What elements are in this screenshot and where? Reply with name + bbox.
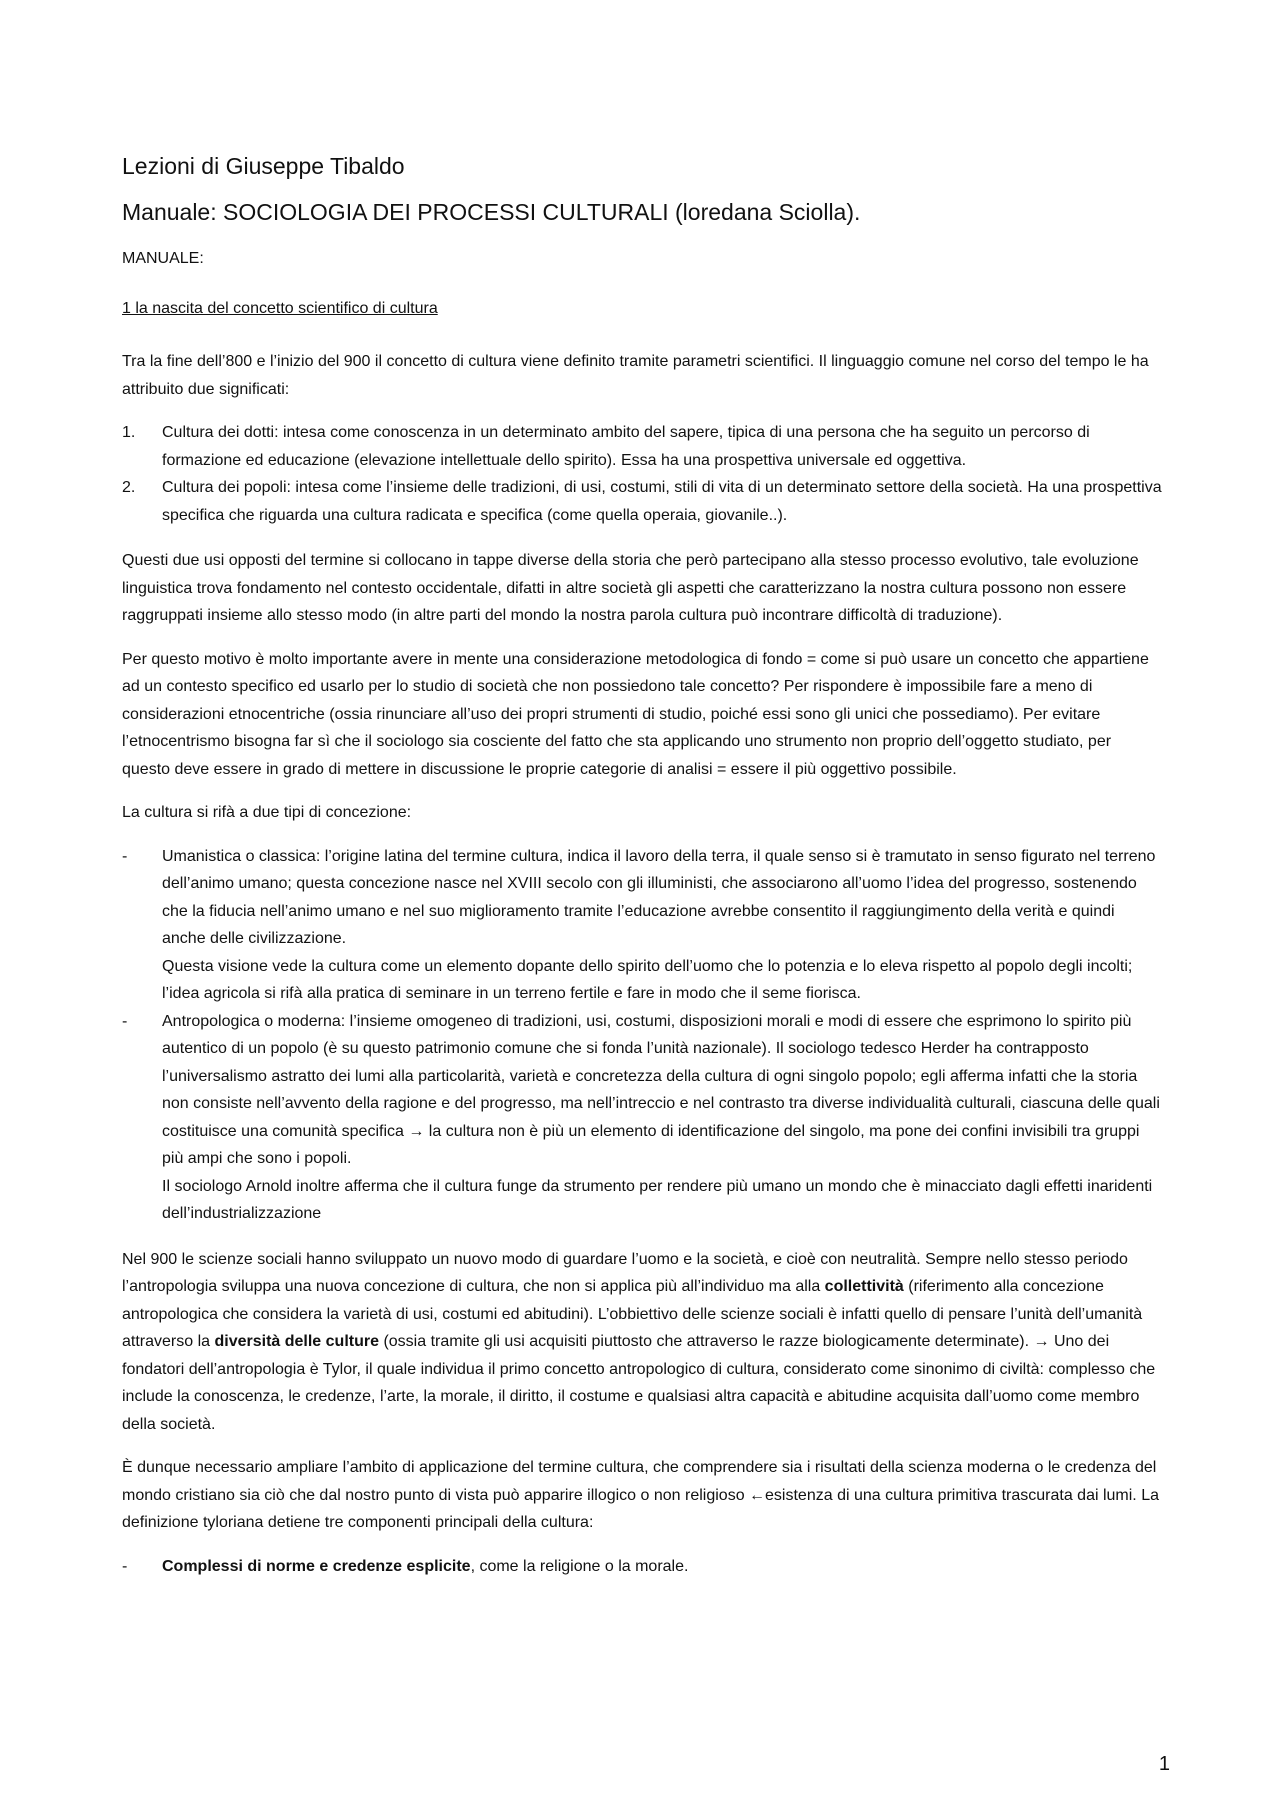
list-item-text: Antropologica o moderna: l’insieme omogeneo di tradizioni, usi, costumi, disposizioni morali e modi di essere che esprimono lo spirito più autentico di un popolo (è su questo patrimonio comune che si fonda l’unità nazionale). Il sociologo tedesco Herder ha contrapposto l’universalismo astratto dei lumi alla particolarità, varietà e concretezza della cultura di ogni singolo popolo; egli afferma infatti che la storia non consiste nell’avvento della ragione e del progresso, ma nell’intreccio e nel contrasto tra diverse individualità culturali, ciascuna delle quali costituisce una comunità specifica → la cultura non è più un elemento di identificazione del singolo, ma pone dei confini invisibili tra gruppi più ampi che sono i popoli.	[162, 1012, 1160, 1167]
list-item	[122, 1553, 1162, 1581]
list-marker: -	[122, 1557, 128, 1575]
bullet-list	[122, 1553, 1162, 1581]
list-item-text: Questa visione vede la cultura come un elemento dopante dello spirito dell’uomo che lo potenzia e lo eleva rispetto al popolo degli incolti; l’idea agricola si rifà alla pratica di seminare in un terreno fertile e fare in modo che il seme fiorisca.	[162, 957, 1133, 1002]
list-marker: -	[122, 847, 128, 865]
bullet-list	[122, 843, 1162, 1228]
manual-title: Manuale: SOCIOLOGIA DEI PROCESSI CULTURALI (loredana Sciolla).	[122, 199, 861, 225]
list-item-text: Umanistica o classica: l’origine latina del termine cultura, indica il lavoro della terra, il quale senso si è tramutato in senso figurato nel terreno dell’animo umano; questa concezione nasce nel XVIII secolo con gli illuministi, che associarono all’uomo l’idea del progresso, sostenendo che la fiducia nell’animo umano e nel suo miglioramento tramite l’educazione avrebbe consentito il raggiungimento della verità e quindi anche delle civilizzazione.	[162, 847, 1156, 947]
document-title: Lezioni di Giuseppe Tibaldo	[122, 153, 405, 179]
document-content	[122, 150, 1162, 1598]
list-item-text: Cultura dei popoli: intesa come l’insieme delle tradizioni, di usi, costumi, stili di vita di un determinato settore della società. Ha una prospettiva specifica che riguarda una cultura radicata e specifica (come quella operaia, giovanile..).	[162, 479, 1162, 524]
list-item	[122, 419, 1162, 474]
bold-text: diversità delle culture	[214, 1333, 379, 1350]
page-number: 1	[1158, 1753, 1170, 1775]
bold-text: collettività	[824, 1278, 904, 1295]
numbered-list	[122, 419, 1162, 529]
paragraph-intro: Tra la fine dell’800 e l’inizio del 900 il concetto di cultura viene definito tramite parametri scientifici. Il linguaggio comune nel corso del tempo le ha attribuito due significati:	[122, 353, 1149, 398]
list-item-text: Cultura dei dotti: intesa come conoscenza in un determinato ambito del sapere, tipica di una persona che ha seguito un percorso di formazione ed educazione (elevazione intellettuale dello spirito). Essa ha una prospettiva universale ed oggettiva.	[162, 424, 1090, 469]
paragraph: Per questo motivo è molto importante avere in mente una considerazione metodologica di fondo = come si può usare un concetto che appartiene ad un contesto specifico ed usarlo per lo studio di società che non possiedono tale concetto? Per rispondere è impossibile fare a meno di considerazioni etnocentriche (ossia rinunciare all’uso dei propri strumenti di studio, poiché essi sono gli unici che possediamo). Per evitare l’etnocentrismo bisogna far sì che il sociologo sia cosciente del fatto che sta applicando uno strumento non proprio dell’oggetto studiato, per questo deve essere in grado di mettere in discussione le proprie categorie di analisi = essere il più oggettivo possibile.	[122, 650, 1149, 778]
list-item	[122, 843, 1162, 1008]
list-marker: -	[122, 1012, 128, 1030]
text-run: Nel 900 le scienze sociali hanno sviluppato un nuovo modo di guardare l’uomo e la società, e cioè con neutralità. Sempre nello stesso periodo l’antropologia sviluppa una nuova concezione di cultura, che non si applica più all’individuo ma alla	[122, 1250, 1128, 1295]
paragraph	[122, 1246, 1162, 1439]
section-heading: 1 la nascita del concetto scientifico di cultura	[122, 300, 438, 317]
list-item-text: , come la religione o la morale.	[470, 1557, 689, 1575]
list-marker: 2.	[122, 479, 136, 496]
text-run: (ossia tramite gli usi acquisiti piuttosto che attraverso le razze biologicamente determinate). → Uno dei fondatori dell’antropologia è Tylor, il quale individua il primo concetto antropologico di cultura, considerato come sinonimo di civiltà: complesso che include la conoscenza, le credenze, l’arte, la morale, il diritto, il costume e qualsiasi altra capacità e abitudine acquisita dall’uomo come membro della società.	[122, 1333, 1156, 1433]
paragraph: La cultura si rifà a due tipi di concezione:	[122, 804, 412, 821]
list-marker: 1.	[122, 424, 136, 441]
bold-text: Complessi di norme e credenze esplicite	[162, 1557, 471, 1575]
paragraph: È dunque necessario ampliare l’ambito di applicazione del termine cultura, che comprendere sia i risultati della scienza moderna o le credenza del mondo cristiano sia ciò che dal nostro punto di vista può apparire illogico o non religioso ←esistenza di una cultura primitiva trascurata dai lumi. La definizione tyloriana detiene tre componenti principali della cultura:	[122, 1459, 1159, 1531]
list-item-text: Il sociologo Arnold inoltre afferma che il cultura funge da strumento per rendere più umano un mondo che è minacciato dagli effetti inaridenti dell’industrializzazione	[162, 1177, 1153, 1222]
manuale-label: MANUALE:	[122, 250, 204, 267]
text-run: (riferimento alla concezione antropologica che considera la varietà di usi, costumi ed abitudini). L’obbiettivo delle scienze sociali è infatti quello di pensare l’unità dell’umanità attraverso la	[122, 1278, 1143, 1350]
list-item	[122, 1008, 1162, 1228]
paragraph: Questi due usi opposti del termine si collocano in tappe diverse della storia che però partecipano alla stesso processo evolutivo, tale evoluzione linguistica trova fondamento nel contesto occidentale, difatti in altre società gli aspetti che caratterizzano la nostra cultura possono non essere raggruppati insieme allo stesso modo (in altre parti del mondo la nostra parola cultura può incontrare difficoltà di traduzione).	[122, 552, 1139, 624]
list-item	[122, 474, 1162, 529]
